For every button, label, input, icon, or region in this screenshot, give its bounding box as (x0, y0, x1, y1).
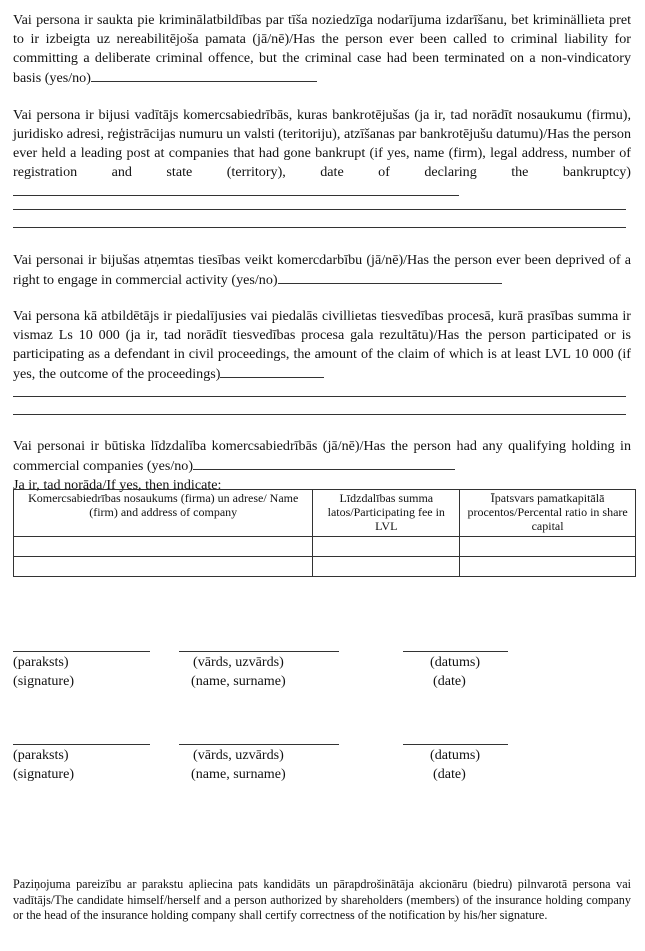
answer-line[interactable] (13, 227, 626, 228)
column-header-fee: Līdzdalības summa latos/Participating fee in LVL (313, 490, 460, 537)
answer-line[interactable] (13, 396, 626, 397)
question-qualifying-holding: Vai personai ir būtiska līdzdalība komercsabiedrībās (jā/nē)/Has the person had any qualifying holding in commercial companies (yes/no) Ja ir, tad norāda/If yes, then indicate: (13, 438, 631, 493)
holdings-table (13, 489, 636, 577)
table-cell[interactable] (14, 557, 313, 577)
question-civil-proceedings: Vai persona kā atbildētājs ir piedalījusies vai piedalās civillietas tiesvedības procesā, kurā prasības summa ir vismaz Ls 10 000 (ja ir, tad norādīt tiesvedības procesa gala rezultātu)/Has the person participated or is participating as a defendant in civil proceedings, the amount of the claim of which is at least LVL 10 000 (if yes, the outcome of the proceedings) (13, 308, 631, 382)
answer-field-civil-proceedings[interactable] (220, 364, 324, 378)
footer-note: Paziņojuma pareizību ar parakstu apliecina pats kandidāts un pārapdrošinātāja akcionāru (biedru) pilnvarotā persona vai vadītājs/The candidate himself/herself and a person authorized by shareholders (members) of the insurance holding company or the head of the insurance holding company shall certify correctness of the notification by his/her signature. (13, 877, 631, 922)
table-cell[interactable] (14, 537, 313, 557)
table-row (14, 557, 636, 577)
signature-label-en: (signature) (13, 766, 75, 782)
table-header-row (14, 490, 636, 537)
table-cell[interactable] (313, 557, 460, 577)
question-deprived-rights: Vai personai ir bijušas atņemtas tiesības veikt komercdarbību (jā/nē)/Has the person ever been deprived of a right to engage in commercial activity (yes/no) (13, 252, 631, 288)
column-header-company: Komercsabiedrības nosaukums (firma) un adrese/ Name (firm) and address of company (14, 490, 313, 537)
signature-label-lv: (paraksts) (13, 654, 69, 670)
name-label-en: (name, surname) (191, 673, 286, 689)
question-bankrupt-companies: Vai persona ir bijusi vadītājs komercsabiedrībās, kuras bankrotējušas (ja ir, tad norādīt nosaukumu (firmu), juridisko adresi, reģistrācijas numuru un valsti (teritoriju), atzīšanas par bankrotējušu datumu)/Has the person ever held a leading post at companies that had gone bankrupt (if yes, name (firm), legal address, number of registration and state (territory), date of declaring the bankruptcy) (13, 106, 631, 202)
answer-field-criminal-liability[interactable] (91, 68, 317, 82)
answer-field-qualifying-holding[interactable] (193, 456, 455, 470)
signature-label-en: (signature) (13, 673, 75, 689)
table-row (14, 537, 636, 557)
signature-label-lv: (paraksts) (13, 747, 69, 763)
date-label-lv: (datums) (430, 654, 481, 670)
name-label-lv: (vārds, uzvārds) (193, 747, 284, 763)
date-label-lv: (datums) (430, 747, 481, 763)
signature-line[interactable] (13, 651, 150, 652)
table-cell[interactable] (460, 537, 636, 557)
question-criminal-liability: Vai persona ir saukta pie kriminālatbildības par tīša noziedzīga nodarījuma izdarīšanu, bet kriminällieta pret to ir izbeigta uz nereabilitējoša pamata (jā/nē)/Has the person ever been called to criminal liability for committing a deliberate criminal offence, but the criminal case had been terminated on a non-vindicatory basis (yes/no) (13, 12, 631, 86)
answer-field-bankrupt-companies[interactable] (13, 182, 459, 196)
date-line[interactable] (403, 744, 508, 745)
signature-line[interactable] (13, 744, 150, 745)
followup-label: Ja ir, tad norāda/If yes, then indicate: (13, 477, 222, 493)
table-cell[interactable] (460, 557, 636, 577)
name-line[interactable] (179, 651, 339, 652)
name-line[interactable] (179, 744, 339, 745)
name-label-lv: (vārds, uzvārds) (193, 654, 284, 670)
name-label-en: (name, surname) (191, 766, 286, 782)
date-line[interactable] (403, 651, 508, 652)
table-cell[interactable] (313, 537, 460, 557)
answer-line[interactable] (13, 414, 626, 415)
column-header-ratio: Īpatsvars pamatkapitālā procentos/Percental ratio in share capital (460, 490, 636, 537)
date-label-en: (date) (433, 766, 466, 782)
date-label-en: (date) (433, 673, 466, 689)
answer-field-deprived-rights[interactable] (278, 270, 502, 284)
answer-line[interactable] (13, 209, 626, 210)
